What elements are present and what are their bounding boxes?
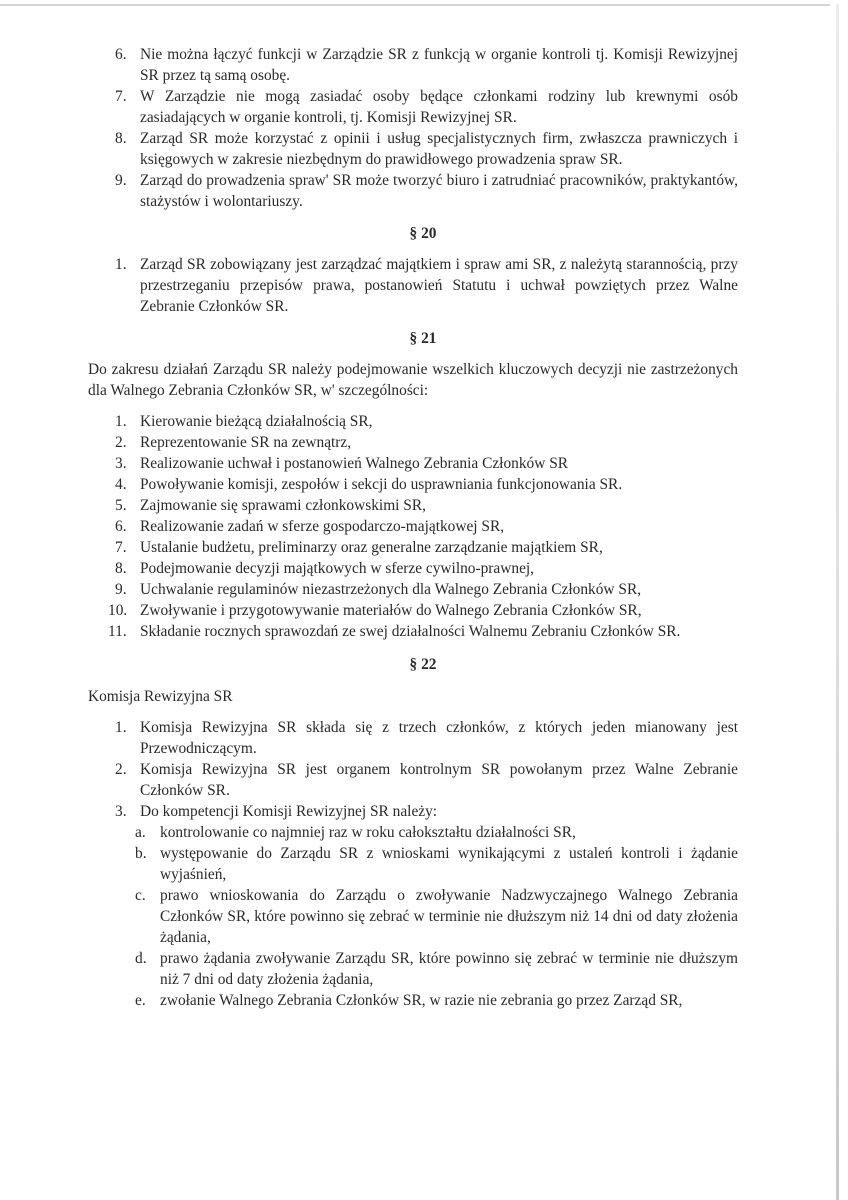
list-number: 6. <box>115 518 127 535</box>
list-text: Zajmowanie się sprawami członkowskimi SR, <box>140 497 426 514</box>
section-22-subheading: Komisja Rewizyjna SR <box>88 688 233 705</box>
list-item <box>88 537 738 558</box>
list-item <box>88 600 738 621</box>
section-19-list <box>88 44 738 212</box>
section-22-list <box>88 717 738 822</box>
list-item <box>88 170 738 212</box>
list-number: 1. <box>115 256 127 273</box>
list-item <box>88 759 738 801</box>
sublist-text: prawo wnioskowania do Zarządu o zwoływanie Nadzwyczajnego Walnego Zebrania Członków SR, które powinno się zebrać w terminie nie dłuższym niż 14 dni od daty złożenia żądania, <box>160 887 738 946</box>
document-page <box>88 44 738 1011</box>
list-number: 8. <box>115 130 127 147</box>
sublist-letter: b. <box>135 845 147 862</box>
sublist-item <box>88 885 738 948</box>
sublist-text: prawo żądania zwoływanie Zarządu SR, które powinno się zebrać w terminie nie dłuższym niż 7 dni od daty złożenia żądania, <box>160 950 738 988</box>
list-text: Do kompetencji Komisji Rewizyjnej SR należy: <box>140 803 438 820</box>
list-item <box>88 474 738 495</box>
sublist-text: kontrolowanie co najmniej raz w roku całokształtu działalności SR, <box>160 824 576 841</box>
list-text: Kierowanie bieżącą działalnością SR, <box>140 413 373 430</box>
list-text: Komisja Rewizyjna SR składa się z trzech członków, z których jeden mianowany jest Przewodniczącym. <box>140 719 738 757</box>
list-number: 9. <box>115 172 127 189</box>
list-item <box>88 254 738 317</box>
list-number: 1. <box>115 413 127 430</box>
section-21-list <box>88 411 738 642</box>
sublist-letter: a. <box>135 824 146 841</box>
list-number: 7. <box>115 88 127 105</box>
list-item <box>88 411 738 432</box>
section-21-intro: Do zakresu działań Zarządu SR należy podejmowanie wszelkich kluczowych decyzji nie zastrzeżonych dla Walnego Zebrania Członków SR, w' szczególności: <box>88 361 738 399</box>
list-item <box>88 801 738 822</box>
list-number: 2. <box>115 434 127 451</box>
list-text: Ustalanie budżetu, preliminarzy oraz generalne zarządzanie majątkiem SR, <box>140 539 603 556</box>
list-text: Realizowanie uchwał i postanowień Walnego Zebrania Członków SR <box>140 455 569 472</box>
section-20-list <box>88 254 738 317</box>
section-22-sublist <box>88 822 738 1011</box>
list-item <box>88 495 738 516</box>
list-number: 9. <box>115 581 127 598</box>
list-item <box>88 621 738 642</box>
scan-right-edge <box>836 4 839 1200</box>
list-number: 2. <box>115 761 127 778</box>
list-text: Składanie rocznych sprawozdań ze swej działalności Walnemu Zebraniu Członków SR. <box>140 623 681 640</box>
list-text: Realizowanie zadań w sferze gospodarczo-majątkowej SR, <box>140 518 505 535</box>
list-number: 4. <box>115 476 127 493</box>
sublist-letter: d. <box>135 950 147 967</box>
sublist-item <box>88 990 738 1011</box>
list-text: Nie można łączyć funkcji w Zarządzie SR z funkcją w organie kontroli tj. Komisji Rewizyjnej SR przez tą samą osobę. <box>140 46 738 84</box>
list-item <box>88 516 738 537</box>
sublist-text: występowanie do Zarządu SR z wnioskami wynikającymi z ustaleń kontroli i żądanie wyjaśnień, <box>160 845 738 883</box>
list-item <box>88 453 738 474</box>
sublist-item <box>88 843 738 885</box>
sublist-letter: c. <box>135 887 146 904</box>
list-number: 11. <box>108 623 127 640</box>
section-21-heading: § 21 <box>409 330 437 347</box>
list-item <box>88 44 738 86</box>
list-number: 7. <box>115 539 127 556</box>
list-item <box>88 128 738 170</box>
list-number: 6. <box>115 46 127 63</box>
list-item <box>88 558 738 579</box>
list-text: Podejmowanie decyzji majątkowych w sferze cywilno-prawnej, <box>140 560 535 577</box>
list-number: 8. <box>115 560 127 577</box>
section-20-heading: § 20 <box>409 225 437 242</box>
list-number: 1. <box>115 719 127 736</box>
list-number: 3. <box>115 803 127 820</box>
list-number: 5. <box>115 497 127 514</box>
list-text: Uchwalanie regulaminów niezastrzeżonych dla Walnego Zebrania Członków SR, <box>140 581 642 598</box>
sublist-letter: e. <box>135 992 146 1009</box>
list-item <box>88 579 738 600</box>
list-text: W Zarządzie nie mogą zasiadać osoby będące członkami rodziny lub krewnymi osób zasiadających w organie kontroli, tj. Komisji Rewizyjnej SR. <box>140 88 738 126</box>
list-text: Komisja Rewizyjna SR jest organem kontrolnym SR powołanym przez Walne Zebranie Członków SR. <box>140 761 738 799</box>
list-text: Powoływanie komisji, zespołów i sekcji do usprawniania funkcjonowania SR. <box>140 476 623 493</box>
list-text: Zwoływanie i przygotowywanie materiałów do Walnego Zebrania Członków SR, <box>140 602 642 619</box>
list-text: Zarząd do prowadzenia spraw' SR może tworzyć biuro i zatrudniać pracowników, praktykantów, stażystów i wolontariuszy. <box>140 172 738 210</box>
list-text: Reprezentowanie SR na zewnątrz, <box>140 434 352 451</box>
list-item <box>88 432 738 453</box>
list-text: Zarząd SR może korzystać z opinii i usług specjalistycznych firm, zwłaszcza prawniczych i księgowych w zakresie niezbędnym do prawidłowego prowadzenia spraw SR. <box>140 130 738 168</box>
section-22-heading: § 22 <box>409 656 437 673</box>
list-item <box>88 86 738 128</box>
sublist-text: zwołanie Walnego Zebrania Członków SR, w razie nie zebrania go przez Zarząd SR, <box>160 992 683 1009</box>
list-item <box>88 717 738 759</box>
scan-top-edge <box>0 4 830 6</box>
list-text: Zarząd SR zobowiązany jest zarządzać majątkiem i spraw ami SR, z należytą starannością, przy przestrzeganiu przepisów prawa, postanowień Statutu i uchwał powziętych przez Walne Zebranie Członków SR. <box>140 256 738 315</box>
list-number: 10. <box>108 602 128 619</box>
sublist-item <box>88 822 738 843</box>
list-number: 3. <box>115 455 127 472</box>
sublist-item <box>88 948 738 990</box>
